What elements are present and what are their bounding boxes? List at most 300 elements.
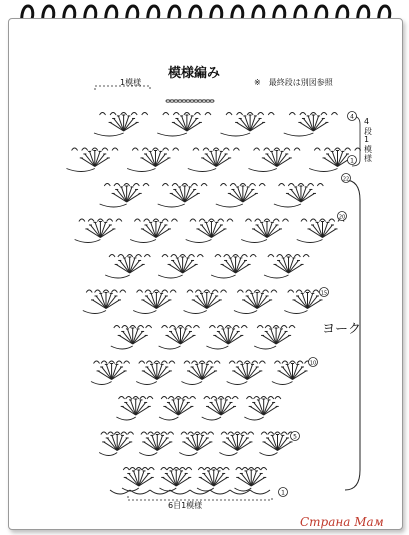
fan-stitch (298, 296, 308, 309)
chain-loop (158, 204, 185, 207)
picot-arc (114, 326, 120, 329)
picot-arc (142, 468, 148, 471)
fan-stitch (293, 367, 303, 380)
picot-arc (288, 184, 294, 187)
side-label-1: 段 (364, 127, 372, 136)
picot-arc (146, 326, 152, 329)
picot-arc (116, 219, 122, 222)
picot-arc (303, 255, 309, 258)
picot-arc (230, 184, 236, 187)
picot-arc (268, 113, 274, 116)
picot-arc (226, 113, 232, 116)
picot-arc (329, 219, 335, 222)
picot-arc (123, 468, 129, 471)
fan-stitch (130, 260, 140, 273)
chain-loop (254, 346, 276, 349)
picot-arc (142, 148, 148, 151)
fan-stitch (308, 296, 318, 309)
picot-arc (317, 184, 323, 187)
picot-arc (227, 219, 233, 222)
fan-stitch (147, 438, 157, 451)
repeat-bracket-bottom (128, 496, 272, 500)
fan-stitch (257, 225, 267, 238)
picot-arc (143, 184, 149, 187)
picot-arc (79, 219, 85, 222)
fan-stitch (107, 438, 117, 451)
chain-loop (188, 169, 216, 172)
picot-arc (148, 432, 154, 435)
picot-arc (233, 326, 239, 329)
picot-arc (147, 397, 153, 400)
chain-loop (241, 240, 267, 243)
picot-arc (217, 468, 223, 471)
fan-stitch (338, 154, 348, 167)
picot-arc (218, 219, 224, 222)
chain-loop (157, 133, 187, 136)
fan-stitch (221, 402, 231, 415)
picot-arc (279, 184, 285, 187)
picot-arc (104, 184, 110, 187)
picot-arc (130, 468, 136, 471)
picot-arc (181, 432, 187, 435)
picot-arc (273, 219, 279, 222)
chain-stitch (178, 100, 182, 102)
fan-stitch (289, 260, 299, 273)
picot-arc (228, 432, 234, 435)
picot-arc (248, 432, 254, 435)
chain-loop (284, 311, 307, 314)
diagram-title: 模様編み (168, 66, 221, 81)
picot-arc (331, 113, 337, 116)
chain-loop (139, 453, 157, 456)
picot-arc (170, 290, 176, 293)
chain-loop (248, 169, 276, 172)
picot-arc (236, 468, 242, 471)
chain-loop (184, 311, 207, 314)
chain-loop (186, 240, 212, 243)
fan-stitch (183, 260, 193, 273)
chain-loop (211, 275, 235, 278)
picot-arc (284, 148, 290, 151)
picot-arc (254, 148, 260, 151)
side-label-2: 1 (364, 135, 370, 144)
fan-stitch (277, 154, 287, 167)
picot-arc (268, 397, 274, 400)
picot-arc (233, 148, 239, 151)
picot-arc (263, 290, 269, 293)
picot-arc (261, 468, 267, 471)
picot-arc (173, 113, 179, 116)
fan-stitch (267, 154, 277, 167)
fan-stitch (139, 473, 149, 486)
side-label-4: 様 (364, 154, 372, 163)
picot-arc (114, 184, 120, 187)
fan-stitch (177, 118, 187, 131)
chain-loop (100, 204, 127, 207)
picot-arc (345, 148, 351, 151)
picot-arc (171, 255, 177, 258)
picot-arc (101, 361, 107, 364)
fan-stitch (176, 473, 186, 486)
picot-arc (171, 219, 177, 222)
picot-arc (116, 361, 122, 364)
fan-stitch (207, 296, 217, 309)
picot-arc (321, 113, 327, 116)
fan-stitch (237, 438, 247, 451)
fan-stitch (291, 189, 301, 202)
fan-stitch (257, 296, 267, 309)
yoke-label: ヨーク (322, 322, 362, 337)
picot-arc (212, 290, 218, 293)
fan-stitch (250, 118, 260, 131)
picot-arc (223, 148, 229, 151)
picot-arc (182, 397, 188, 400)
fan-stitch (313, 118, 323, 131)
picot-arc (274, 361, 280, 364)
chain-stitch (206, 100, 210, 102)
chain-loop (297, 240, 323, 243)
picot-arc (193, 326, 199, 329)
fan-stitch (278, 438, 288, 451)
fan-stitch (85, 154, 95, 167)
picot-arc (133, 184, 139, 187)
chain-loop (83, 311, 106, 314)
chain-loop (219, 453, 237, 456)
fan-stitch (90, 225, 100, 238)
picot-arc (282, 361, 288, 364)
picot-arc (246, 397, 252, 400)
fan-stitch (241, 473, 251, 486)
bottom-scallop (210, 490, 230, 494)
picot-arc (194, 113, 200, 116)
chain-loop (116, 417, 135, 420)
picot-arc (195, 290, 201, 293)
fan-stitch (323, 225, 333, 238)
fan-stitch (202, 225, 212, 238)
fan-stitch (156, 296, 166, 309)
chain-loop (75, 240, 101, 243)
picot-arc (141, 432, 147, 435)
fan-stitch (216, 154, 226, 167)
fan-stitch (173, 260, 183, 273)
picot-arc (186, 468, 192, 471)
fan-stitch (218, 331, 228, 344)
fan-stitch (303, 118, 313, 131)
picot-arc (232, 397, 238, 400)
picot-arc (201, 184, 207, 187)
picot-arc (109, 255, 115, 258)
picot-arc (138, 326, 144, 329)
picot-arc (161, 432, 167, 435)
chain-loop (274, 204, 301, 207)
fan-stitch (266, 331, 276, 344)
picot-arc (297, 361, 303, 364)
picot-arc (168, 432, 174, 435)
chain-loop (133, 311, 156, 314)
repeat-top-label: 1模様 (120, 78, 142, 87)
picot-arc (252, 361, 258, 364)
chain-loop (159, 417, 178, 420)
picot-arc (169, 361, 175, 364)
repeat-bottom-label: 6目1模様 (168, 501, 203, 510)
picot-arc (162, 255, 168, 258)
picot-arc (107, 219, 113, 222)
row-marker-label: 22 (342, 176, 350, 183)
picot-arc (204, 397, 210, 400)
picot-arc (121, 432, 127, 435)
fan-stitch (251, 473, 261, 486)
row-marker-label: 5 (293, 433, 297, 441)
picot-arc (265, 326, 271, 329)
picot-arc (145, 290, 151, 293)
picot-arc (161, 361, 167, 364)
picot-arc (102, 148, 108, 151)
picot-arc (208, 432, 214, 435)
fan-stitch (95, 154, 105, 167)
row-marker-label: 20 (338, 214, 346, 221)
fan-stitch (146, 154, 156, 167)
picot-arc (308, 184, 314, 187)
picot-arc (217, 326, 223, 329)
picot-arc (215, 255, 221, 258)
bottom-scallop (250, 490, 270, 494)
picot-arc (146, 361, 152, 364)
chain-loop (99, 453, 117, 456)
picot-arc (310, 219, 316, 222)
chain-stitch (210, 100, 214, 102)
fan-stitch (228, 331, 238, 344)
picot-arc (237, 113, 243, 116)
picot-arc (289, 326, 295, 329)
chain-stitch (170, 100, 174, 102)
fan-stitch (129, 473, 139, 486)
picot-arc (185, 326, 191, 329)
fan-stitch (264, 402, 274, 415)
picot-arc (119, 397, 125, 400)
picot-arc (221, 290, 227, 293)
fan-stitch (114, 118, 124, 131)
fan-stitch (146, 225, 156, 238)
chain-loop (202, 417, 221, 420)
picot-arc (134, 219, 140, 222)
picot-arc (268, 432, 274, 435)
picot-arc (246, 290, 252, 293)
picot-arc (300, 113, 306, 116)
picot-arc (205, 113, 211, 116)
fan-stitch (301, 189, 311, 202)
fan-stitch (214, 473, 224, 486)
chain-loop (94, 133, 124, 136)
picot-arc (162, 326, 168, 329)
chain-loop (91, 382, 112, 385)
row-marker-label: 1 (350, 157, 354, 165)
picot-arc (277, 255, 283, 258)
picot-arc (201, 432, 207, 435)
fan-stitch (233, 189, 243, 202)
chain-loop (105, 275, 129, 278)
fan-stitch (192, 367, 202, 380)
picot-arc (225, 397, 231, 400)
picot-arc (126, 397, 132, 400)
picot-arc (148, 468, 154, 471)
fan-stitch (146, 296, 156, 309)
chain-loop (227, 382, 248, 385)
picot-arc (242, 468, 248, 471)
fan-stitch (157, 367, 167, 380)
picot-arc (214, 361, 220, 364)
picot-arc (237, 361, 243, 364)
fan-stitch (102, 367, 112, 380)
chain-loop (216, 204, 243, 207)
fan-stitch (247, 367, 257, 380)
picot-arc (188, 255, 194, 258)
fan-stitch (127, 189, 137, 202)
picot-arc (122, 326, 128, 329)
fan-stitch (96, 296, 106, 309)
picot-arc (264, 148, 270, 151)
picot-arc (110, 113, 116, 116)
picot-arc (144, 219, 150, 222)
chain-loop (221, 133, 251, 136)
picot-arc (188, 432, 194, 435)
fan-stitch (106, 296, 116, 309)
picot-arc (313, 290, 319, 293)
picot-arc (224, 255, 230, 258)
picot-arc (136, 255, 142, 258)
chain-stitch (174, 100, 178, 102)
picot-arc (162, 184, 168, 187)
picot-arc (223, 468, 229, 471)
fan-stitch (206, 154, 216, 167)
picot-arc (95, 290, 101, 293)
picot-arc (88, 219, 94, 222)
chain-stitch (166, 100, 170, 102)
chain-loop (234, 311, 257, 314)
picot-arc (162, 290, 168, 293)
picot-arc (108, 432, 114, 435)
chain-loop (179, 453, 197, 456)
fan-stitch (313, 225, 323, 238)
fan-stitch (254, 402, 264, 415)
picot-arc (190, 219, 196, 222)
yoke-bracket (345, 180, 360, 490)
chain-stitch (186, 100, 190, 102)
picot-arc (128, 432, 134, 435)
fan-stitch (211, 225, 221, 238)
chain-loop (181, 382, 202, 385)
picot-arc (296, 290, 302, 293)
picot-arc (250, 184, 256, 187)
picot-arc (100, 113, 106, 116)
picot-arc (229, 361, 235, 364)
picot-arc (172, 184, 178, 187)
picot-arc (163, 113, 169, 116)
chain-stitch (182, 100, 186, 102)
picot-arc (197, 255, 203, 258)
picot-arc (258, 113, 264, 116)
chain-stitch (202, 100, 206, 102)
fan-stitch (157, 438, 167, 451)
picot-arc (184, 361, 190, 364)
chain-stitch (190, 100, 194, 102)
picot-arc (288, 290, 294, 293)
picot-arc (259, 184, 265, 187)
picot-arc (120, 290, 126, 293)
fan-stitch (147, 367, 157, 380)
picot-arc (170, 326, 176, 329)
fan-stitch (236, 260, 246, 273)
picot-arc (250, 255, 256, 258)
picot-arc (82, 148, 88, 151)
picot-arc (72, 148, 78, 151)
picot-arc (314, 148, 320, 151)
fan-stitch (185, 189, 195, 202)
picot-arc (203, 148, 209, 151)
fan-stitch (120, 260, 130, 273)
picot-arc (167, 468, 173, 471)
picot-arc (221, 432, 227, 435)
chain-loop (159, 346, 181, 349)
picot-arc (192, 361, 198, 364)
fan-stitch (276, 331, 286, 344)
fan-stitch (168, 402, 178, 415)
picot-arc (207, 361, 213, 364)
picot-arc (137, 290, 143, 293)
side-label-0: 4 (364, 117, 370, 126)
watermark: Страна Мам (300, 515, 384, 529)
picot-arc (180, 468, 186, 471)
fan-stitch (181, 331, 191, 344)
fan-stitch (240, 118, 250, 131)
fan-stitch (166, 473, 176, 486)
picot-arc (259, 361, 265, 364)
picot-arc (190, 397, 196, 400)
chain-loop (160, 488, 177, 491)
picot-arc (198, 468, 204, 471)
picot-arc (257, 326, 263, 329)
chain-loop (309, 169, 337, 172)
fan-stitch (202, 367, 212, 380)
repeat-bracket-top (95, 86, 150, 90)
picot-arc (132, 148, 138, 151)
fan-stitch (197, 438, 207, 451)
fan-stitch (126, 402, 136, 415)
fan-stitch (124, 118, 134, 131)
fan-stitch (133, 331, 143, 344)
fan-stitch (112, 367, 122, 380)
chain-loop (158, 275, 182, 278)
picot-arc (205, 468, 211, 471)
picot-arc (139, 361, 145, 364)
fan-stitch (227, 438, 237, 451)
chain-loop (111, 346, 133, 349)
picot-arc (131, 113, 137, 116)
picot-arc (275, 397, 281, 400)
picot-arc (111, 290, 117, 293)
chain-loop (66, 169, 94, 172)
chain-loop (130, 240, 156, 243)
picot-arc (162, 219, 168, 222)
fan-stitch (268, 438, 278, 451)
chain-loop (127, 169, 155, 172)
fan-stitch (175, 189, 185, 202)
picot-arc (124, 361, 130, 364)
picot-arc (268, 255, 274, 258)
picot-arc (94, 361, 100, 364)
fan-stitch (117, 438, 127, 451)
picot-arc (271, 290, 277, 293)
fan-stitch (279, 260, 289, 273)
